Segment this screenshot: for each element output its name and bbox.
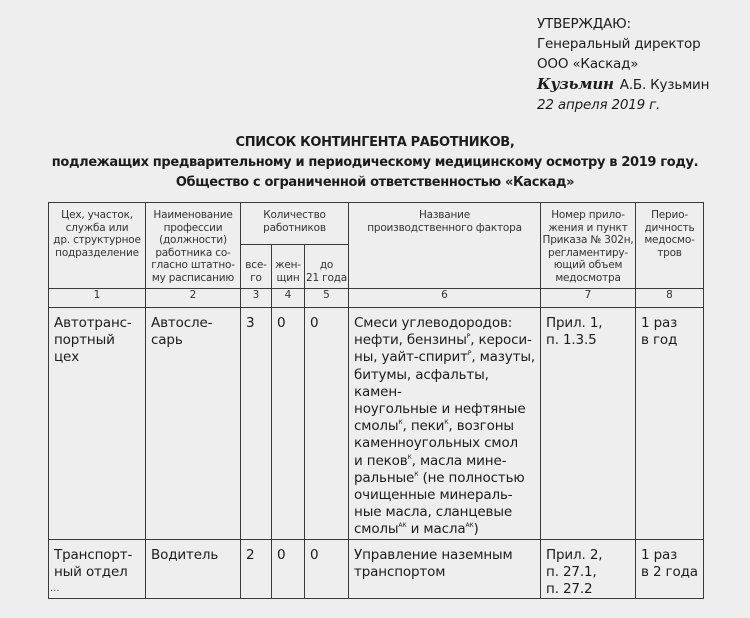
column-number: 8 — [636, 289, 704, 308]
header-factor: Название производственного фактора — [349, 203, 541, 289]
hazard-class-superscript: К — [407, 453, 412, 461]
approval-heading: УТВЕРЖДАЮ: — [537, 16, 631, 32]
under-21-count-cell: 0 — [305, 308, 349, 540]
header-order-reference: Номер прило- жения и пункт Приказа № 302н, регламентиру- ющий объем медосмотра — [541, 203, 636, 289]
handwritten-signature: Кузьмин — [537, 75, 614, 93]
total-count-cell: 3 — [241, 308, 272, 540]
column-number: 4 — [272, 289, 305, 308]
title-line-3: Общество с ограниченной ответственностью «Каскад» — [175, 175, 575, 190]
approver-position: Генеральный директор — [537, 36, 701, 52]
header-total: все- го — [241, 245, 272, 289]
table-row — [49, 308, 704, 540]
women-count-cell: 0 — [272, 539, 305, 599]
column-number: 7 — [541, 289, 636, 308]
order-reference-cell: Прил. 1, п. 1.3.5 — [541, 308, 636, 540]
hazard-class-superscript: К — [398, 419, 403, 427]
department-cell: Транспорт- ный отдел — [49, 539, 146, 599]
hazard-class-superscript: К — [444, 419, 449, 427]
header-under-21: до 21 года — [305, 245, 349, 289]
hazard-class-superscript: АК — [465, 522, 474, 530]
column-number-row — [49, 289, 704, 308]
header-worker-count: Количество работников — [241, 203, 349, 245]
title-line-2: подлежащих предварительному и периодическому медицинскому осмотру в 2019 году. — [51, 155, 699, 170]
continuation-ellipsis: ... — [50, 583, 60, 594]
profession-cell: Водитель — [146, 539, 241, 599]
column-number: 5 — [305, 289, 349, 308]
periodicity-cell: 1 раз в 2 года — [636, 539, 704, 599]
header-department: Цех, участок, служба или др. структурное подразделение — [49, 203, 146, 289]
column-number: 2 — [146, 289, 241, 308]
order-reference-cell: Прил. 2, п. 27.1, п. 27.2 — [541, 539, 636, 599]
total-count-cell: 2 — [241, 539, 272, 599]
women-count-cell: 0 — [272, 308, 305, 540]
header-profession: Наименование профессии (должности) работника со- гласно штатно- му расписанию — [146, 203, 241, 289]
signatory-name: А.Б. Кузьмин — [619, 77, 710, 93]
table-row — [49, 539, 704, 599]
factor-cell: Управление наземным транспортом — [349, 539, 541, 599]
periodicity-cell: 1 раз в год — [636, 308, 704, 540]
signature-line — [537, 74, 709, 95]
column-number: 1 — [49, 289, 146, 308]
column-number: 6 — [349, 289, 541, 308]
document-title — [0, 133, 750, 193]
factor-cell: Смеси углеводородов: нефти, бензины$^Р$, кероси- ны, уайт-спирит$^Р$, мазуты, битумы, асфальты, камен- ноугольные и нефтяные смолы$^К$, пеки$^К$, возгоны каменноугольных смол и пеков$^К$, масла мине- ральные$^К$ (не полностью очищенные минераль- ные масла, сланцевые смолы$^{АК}$ и масла$^{АК}$) — [349, 308, 541, 540]
approval-date: 22 апреля 2019 г. — [537, 97, 661, 113]
contingent-table — [48, 202, 704, 599]
profession-cell: Автосле- сарь — [146, 308, 241, 540]
header-women: жен- щин — [272, 245, 305, 289]
header-periodicity: Перио- дичность медосмо- тров — [636, 203, 704, 289]
hazard-class-superscript: Р — [466, 333, 471, 341]
hazard-class-superscript: Р — [467, 350, 472, 358]
hazard-class-superscript: АК — [398, 522, 407, 530]
column-number: 3 — [241, 289, 272, 308]
title-line-1: СПИСОК КОНТИНГЕНТА РАБОТНИКОВ, — [235, 135, 515, 150]
approval-block — [537, 14, 709, 115]
approver-company: ООО «Каскад» — [537, 56, 639, 72]
department-cell: Автотранс- портный цех — [49, 308, 146, 540]
under-21-count-cell: 0 — [305, 539, 349, 599]
hazard-class-superscript: К — [414, 470, 419, 478]
